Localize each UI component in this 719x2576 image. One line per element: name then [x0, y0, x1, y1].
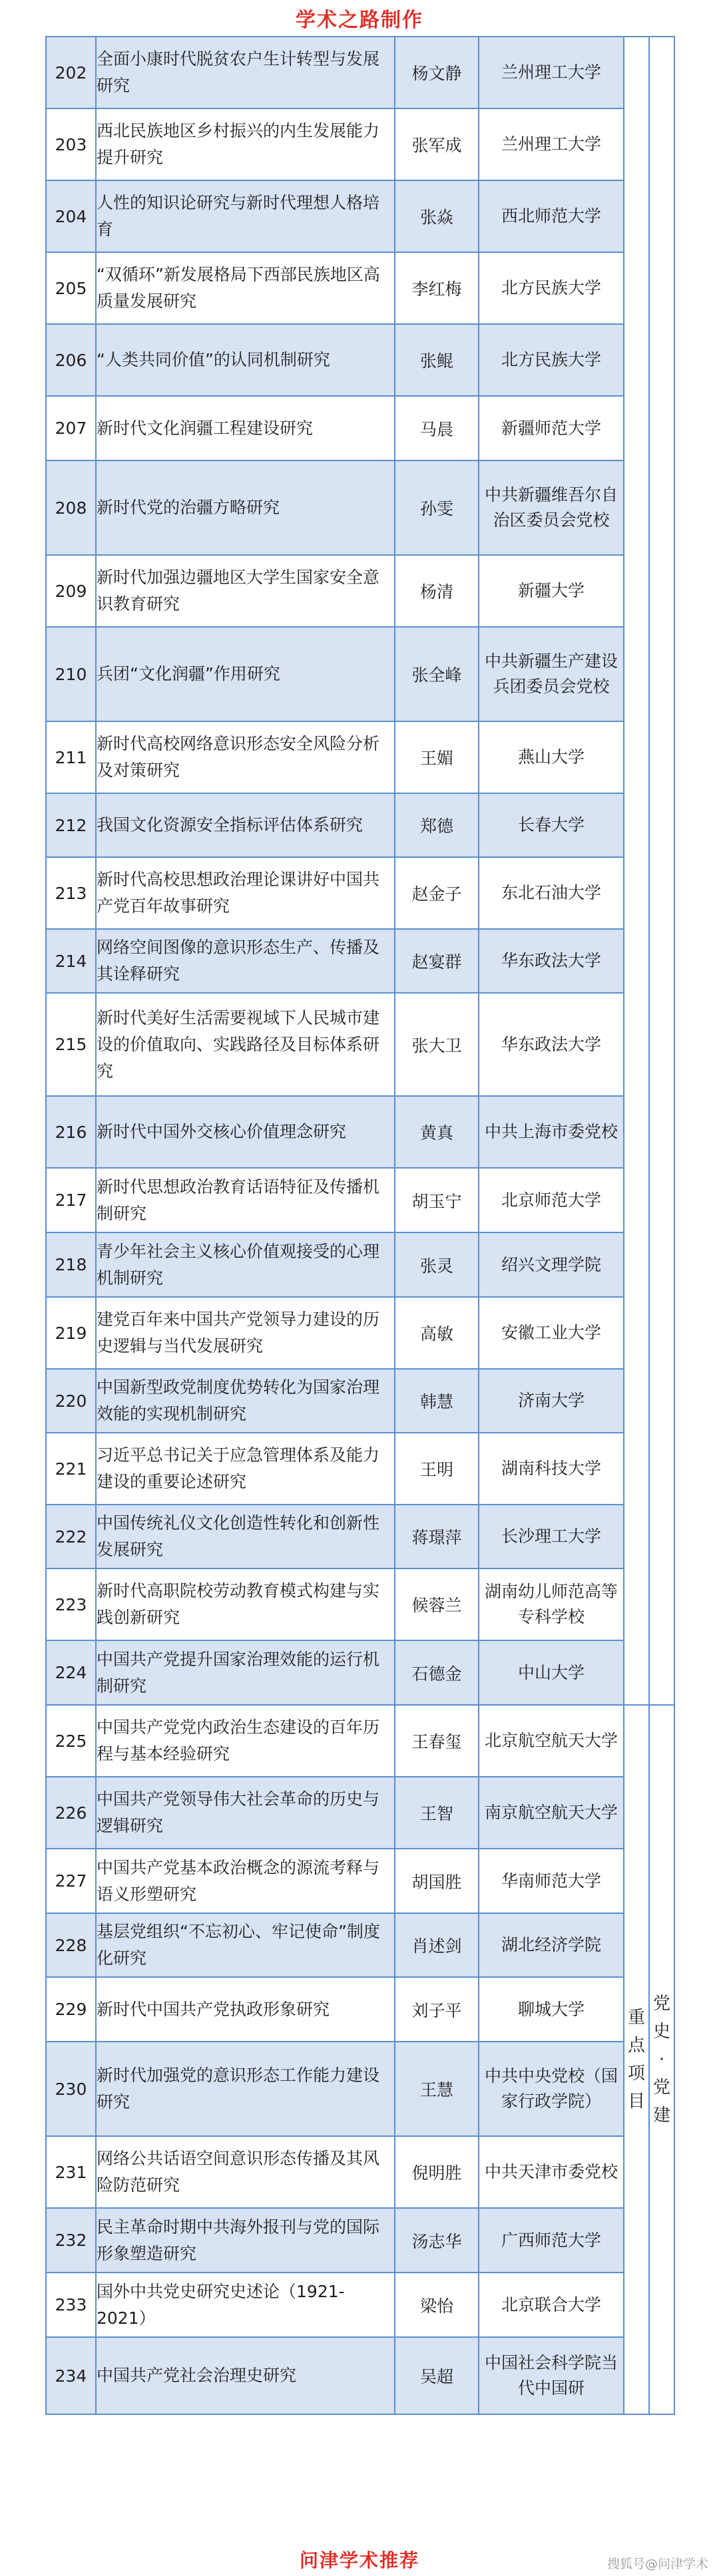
row-title: 新时代党的治疆方略研究 [96, 460, 395, 555]
table-row [46, 37, 674, 108]
row-number: 215 [46, 993, 96, 1096]
table-row [46, 108, 674, 180]
table-row [46, 1777, 674, 1849]
row-title: 新时代中国外交核心价值理念研究 [96, 1096, 395, 1168]
row-institution: 中共上海市委党校 [479, 1096, 624, 1168]
table-row [46, 2273, 674, 2337]
table-row [46, 460, 674, 555]
row-person: 刘子平 [395, 1977, 479, 2042]
row-title: 新时代高职院校劳动教育模式构建与实践创新研究 [96, 1568, 395, 1640]
field-blank [649, 37, 674, 1705]
row-title: 新时代高校网络意识形态安全风险分析及对策研究 [96, 721, 395, 793]
row-institution: 燕山大学 [479, 721, 624, 793]
row-number: 232 [46, 2208, 96, 2273]
row-institution: 西北师范大学 [479, 180, 624, 252]
row-number: 210 [46, 627, 96, 721]
row-title: 新时代中国共产党执政形象研究 [96, 1977, 395, 2042]
category-cell [624, 1705, 649, 2414]
row-title: 新时代加强党的意识形态工作能力建设研究 [96, 2042, 395, 2136]
row-institution: 北方民族大学 [479, 252, 624, 324]
row-number: 211 [46, 721, 96, 793]
row-person: 王明 [395, 1433, 479, 1505]
row-title: 西北民族地区乡村振兴的内生发展能力提升研究 [96, 108, 395, 180]
table-row [46, 1913, 674, 1977]
row-title: “人类共同价值”的认同机制研究 [96, 324, 395, 396]
table-row [46, 180, 674, 252]
row-number: 204 [46, 180, 96, 252]
table-row [46, 1849, 674, 1913]
row-institution: 广西师范大学 [479, 2208, 624, 2273]
row-number: 207 [46, 396, 96, 460]
row-number: 202 [46, 37, 96, 108]
row-title: 网络公共话语空间意识形态传播及其风险防范研究 [96, 2136, 395, 2208]
row-person: 蒋璟萍 [395, 1505, 479, 1568]
row-person: 郑德 [395, 793, 479, 857]
table-row [46, 396, 674, 460]
row-title: 中国传统礼仪文化创造性转化和创新性发展研究 [96, 1505, 395, 1568]
row-institution: 兰州理工大学 [479, 37, 624, 108]
row-title: 新时代高校思想政治理论课讲好中国共产党百年故事研究 [96, 857, 395, 929]
row-title: 人性的知识论研究与新时代理想人格培育 [96, 180, 395, 252]
row-institution: 中共新疆生产建设兵团委员会党校 [479, 627, 624, 721]
table-row [46, 1297, 674, 1369]
row-title: 网络空间图像的意识形态生产、传播及其诠释研究 [96, 929, 395, 993]
row-title: 兵团“文化润疆”作用研究 [96, 627, 395, 721]
row-title: 新时代美好生活需要视域下人民城市建设的价值取向、实践路径及目标体系研究 [96, 993, 395, 1096]
row-number: 222 [46, 1505, 96, 1568]
row-person: 韩慧 [395, 1369, 479, 1433]
row-number: 229 [46, 1977, 96, 2042]
row-person: 杨文静 [395, 37, 479, 108]
row-institution: 华东政法大学 [479, 993, 624, 1096]
row-institution: 北京航空航天大学 [479, 1705, 624, 1777]
table-row [46, 793, 674, 857]
row-person: 肖述剑 [395, 1913, 479, 1977]
table-row [46, 993, 674, 1096]
table-row [46, 1977, 674, 2042]
table-row [46, 929, 674, 993]
row-institution: 中共新疆维吾尔自治区委员会党校 [479, 460, 624, 555]
row-institution: 兰州理工大学 [479, 108, 624, 180]
project-table [45, 36, 675, 2415]
row-title: 新时代加强边疆地区大学生国家安全意识教育研究 [96, 555, 395, 627]
row-institution: 华东政法大学 [479, 929, 624, 993]
row-person: 石德金 [395, 1640, 479, 1705]
row-number: 230 [46, 2042, 96, 2136]
footer-title: 问津学术推荐 [299, 2549, 419, 2571]
row-institution: 东北石油大学 [479, 857, 624, 929]
row-number: 224 [46, 1640, 96, 1705]
row-person: 张全峰 [395, 627, 479, 721]
table-row [46, 2337, 674, 2414]
row-person: 胡玉宁 [395, 1168, 479, 1232]
row-number: 219 [46, 1297, 96, 1369]
page-header [0, 0, 719, 36]
row-person: 王智 [395, 1777, 479, 1849]
row-title: 中国共产党基本政治概念的源流考释与语义形塑研究 [96, 1849, 395, 1913]
row-title: 习近平总书记关于应急管理体系及能力建设的重要论述研究 [96, 1433, 395, 1505]
row-institution: 聊城大学 [479, 1977, 624, 2042]
row-person: 张大卫 [395, 993, 479, 1096]
table-row [46, 252, 674, 324]
row-person: 汤志华 [395, 2208, 479, 2273]
row-person: 杨清 [395, 555, 479, 627]
table-row [46, 1168, 674, 1232]
row-institution: 中山大学 [479, 1640, 624, 1705]
row-person: 梁怡 [395, 2273, 479, 2337]
row-title: 中国共产党党内政治生态建设的百年历程与基本经验研究 [96, 1705, 395, 1777]
row-number: 206 [46, 324, 96, 396]
row-person: 赵宴群 [395, 929, 479, 993]
table-row [46, 1705, 674, 1777]
row-number: 212 [46, 793, 96, 857]
row-person: 张灵 [395, 1232, 479, 1297]
row-number: 227 [46, 1849, 96, 1913]
row-institution: 华南师范大学 [479, 1849, 624, 1913]
row-title: 青少年社会主义核心价值观接受的心理机制研究 [96, 1232, 395, 1297]
row-number: 216 [46, 1096, 96, 1168]
row-institution: 安徽工业大学 [479, 1297, 624, 1369]
row-number: 233 [46, 2273, 96, 2337]
row-title: “双循环”新发展格局下西部民族地区高质量发展研究 [96, 252, 395, 324]
footer-watermark: 搜狐号@问津学术 [606, 2557, 708, 2571]
row-person: 李红梅 [395, 252, 479, 324]
row-number: 213 [46, 857, 96, 929]
row-number: 217 [46, 1168, 96, 1232]
table-row [46, 627, 674, 721]
table-row [46, 1096, 674, 1168]
row-title: 我国文化资源安全指标评估体系研究 [96, 793, 395, 857]
row-title: 建党百年来中国共产党领导力建设的历史逻辑与当代发展研究 [96, 1297, 395, 1369]
category-blank [624, 37, 649, 1705]
field-cell [649, 1705, 674, 2414]
row-person: 倪明胜 [395, 2136, 479, 2208]
row-person: 马晨 [395, 396, 479, 460]
row-number: 228 [46, 1913, 96, 1977]
row-title: 中国共产党社会治理史研究 [96, 2337, 395, 2414]
row-institution: 长春大学 [479, 793, 624, 857]
table-row [46, 1369, 674, 1433]
row-institution: 中共天津市委党校 [479, 2136, 624, 2208]
row-institution: 北京师范大学 [479, 1168, 624, 1232]
row-title: 新时代文化润疆工程建设研究 [96, 396, 395, 460]
row-person: 候蓉兰 [395, 1568, 479, 1640]
row-title: 中国新型政党制度优势转化为国家治理效能的实现机制研究 [96, 1369, 395, 1433]
row-number: 220 [46, 1369, 96, 1433]
row-person: 黄真 [395, 1096, 479, 1168]
header-title: 学术之路制作 [296, 9, 423, 32]
field-cell-text: 党史·党建 [652, 1994, 670, 2125]
row-person: 孙雯 [395, 460, 479, 555]
row-institution: 新疆大学 [479, 555, 624, 627]
row-number: 214 [46, 929, 96, 993]
row-institution: 长沙理工大学 [479, 1505, 624, 1568]
row-institution: 绍兴文理学院 [479, 1232, 624, 1297]
row-number: 205 [46, 252, 96, 324]
table-row [46, 1232, 674, 1297]
table-row [46, 1640, 674, 1705]
row-number: 226 [46, 1777, 96, 1849]
row-person: 张鲲 [395, 324, 479, 396]
row-person: 王媚 [395, 721, 479, 793]
row-institution: 新疆师范大学 [479, 396, 624, 460]
table-row [46, 1568, 674, 1640]
table-row [46, 2208, 674, 2273]
row-number: 234 [46, 2337, 96, 2414]
row-number: 209 [46, 555, 96, 627]
row-number: 231 [46, 2136, 96, 2208]
row-institution: 中国社会科学院当代中国研 [479, 2337, 624, 2414]
row-person: 王慧 [395, 2042, 479, 2136]
row-number: 225 [46, 1705, 96, 1777]
row-number: 221 [46, 1433, 96, 1505]
row-title: 中国共产党提升国家治理效能的运行机制研究 [96, 1640, 395, 1705]
category-cell-text: 重点项目 [627, 2008, 645, 2112]
row-person: 胡国胜 [395, 1849, 479, 1913]
row-institution: 中共中央党校（国家行政学院） [479, 2042, 624, 2136]
row-person: 王春玺 [395, 1705, 479, 1777]
row-person: 吴超 [395, 2337, 479, 2414]
row-institution: 南京航空航天大学 [479, 1777, 624, 1849]
row-title: 新时代思想政治教育话语特征及传播机制研究 [96, 1168, 395, 1232]
row-title: 国外中共党史研究史述论（1921-2021） [96, 2273, 395, 2337]
row-title: 基层党组织“不忘初心、牢记使命”制度化研究 [96, 1913, 395, 1977]
row-number: 223 [46, 1568, 96, 1640]
table-row [46, 1433, 674, 1505]
table-row [46, 857, 674, 929]
row-number: 218 [46, 1232, 96, 1297]
row-institution: 北京联合大学 [479, 2273, 624, 2337]
row-number: 203 [46, 108, 96, 180]
row-number: 208 [46, 460, 96, 555]
row-person: 高敏 [395, 1297, 479, 1369]
row-institution: 湖北经济学院 [479, 1913, 624, 1977]
row-institution: 北方民族大学 [479, 324, 624, 396]
row-title: 全面小康时代脱贫农户生计转型与发展研究 [96, 37, 395, 108]
row-person: 张焱 [395, 180, 479, 252]
row-title: 民主革命时期中共海外报刊与党的国际形象塑造研究 [96, 2208, 395, 2273]
row-institution: 湖南幼儿师范高等专科学校 [479, 1568, 624, 1640]
row-person: 张军成 [395, 108, 479, 180]
table-row [46, 1505, 674, 1568]
row-institution: 湖南科技大学 [479, 1433, 624, 1505]
table-row [46, 721, 674, 793]
table-row [46, 2136, 674, 2208]
table-row [46, 324, 674, 396]
row-title: 中国共产党领导伟大社会革命的历史与逻辑研究 [96, 1777, 395, 1849]
table-row [46, 555, 674, 627]
row-institution: 济南大学 [479, 1369, 624, 1433]
row-person: 赵金子 [395, 857, 479, 929]
page-footer [0, 2541, 719, 2576]
table-row [46, 2042, 674, 2136]
